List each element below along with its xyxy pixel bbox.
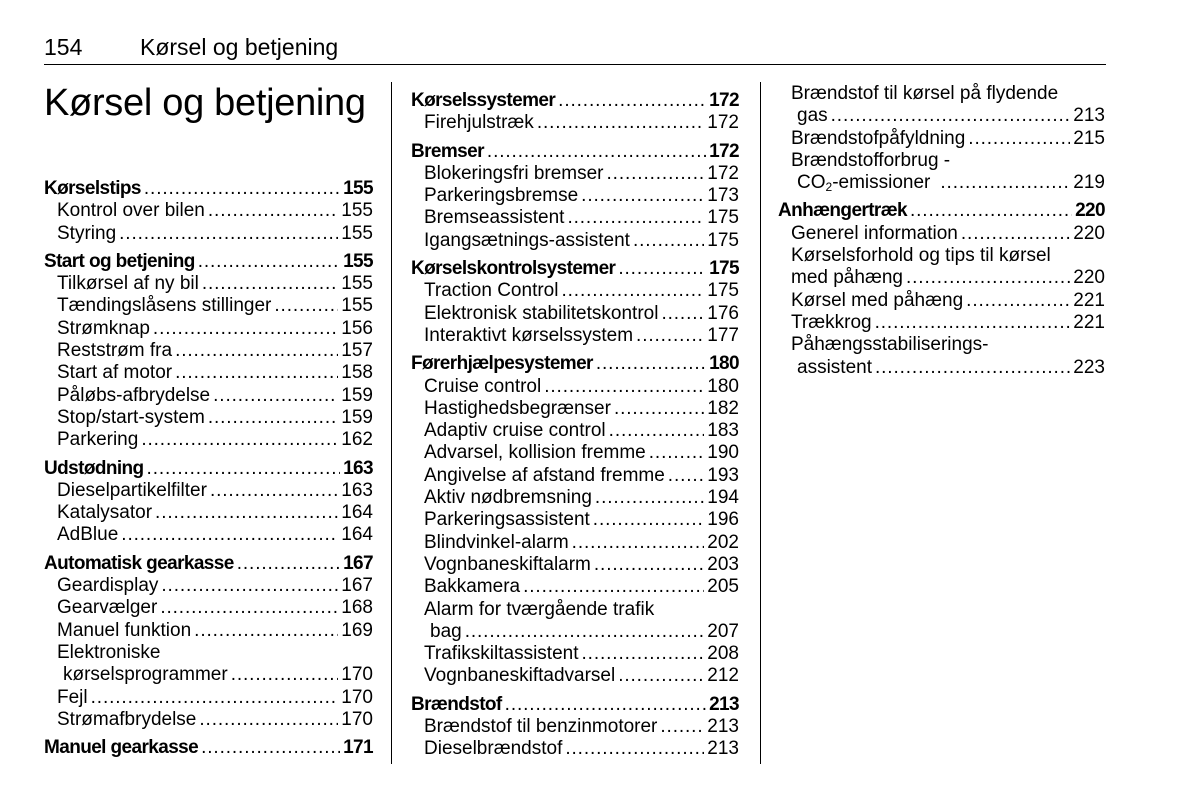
toc-entry[interactable]: Igangsætnings-assistent . . . 175: [411, 230, 739, 252]
toc-entry-line[interactable]: Alarm for tværgående trafik: [424, 598, 655, 620]
toc-section[interactable]: Brændstof . . . 213: [411, 694, 739, 716]
toc-column-3: [778, 83, 1105, 379]
toc-entry[interactable]: Blindvinkel-alarm . . . 202: [411, 532, 739, 554]
toc-entry[interactable]: Tilkørsel af ny bil . . . 155: [44, 273, 373, 295]
toc-entry[interactable]: Trækkrog . . . 221: [778, 312, 1105, 334]
toc-entry[interactable]: Strømafbrydelse . . . 170: [44, 709, 373, 731]
toc-entry[interactable]: Bakkamera . . . 205: [411, 576, 739, 598]
toc-entry[interactable]: Advarsel, kollision fremme . . . 190: [411, 442, 739, 464]
toc-entry-line[interactable]: Elektroniske: [57, 641, 161, 663]
page-title: Kørsel og betjening: [44, 82, 366, 124]
toc-entry[interactable]: med påhæng . . . 220: [778, 267, 1105, 289]
toc-entry[interactable]: Dieselpartikelfilter . . . 163: [44, 480, 373, 502]
running-title: Kørsel og betjening: [140, 34, 339, 60]
toc-entry[interactable]: Vognbaneskiftadvarsel . . . 212: [411, 665, 739, 687]
page-number: 154: [44, 34, 83, 60]
toc-entry[interactable]: Gearvælger . . . 168: [44, 597, 373, 619]
toc-entry[interactable]: Bremseassistent . . . 175: [411, 207, 739, 229]
toc-entry[interactable]: Vognbaneskiftalarm . . . 203: [411, 554, 739, 576]
toc-entry[interactable]: Cruise control . . . 180: [411, 376, 739, 398]
toc-column-1: [44, 178, 373, 759]
toc-section[interactable]: Automatisk gearkasse . . . 167: [44, 553, 373, 575]
toc-entry[interactable]: Stop/start-system . . . 159: [44, 407, 373, 429]
toc-entry-line[interactable]: Påhængsstabiliserings-: [791, 334, 989, 356]
toc-section[interactable]: Start og betjening . . . 155: [44, 251, 373, 273]
toc-entry[interactable]: Parkeringsassistent . . . 196: [411, 509, 739, 531]
toc-section[interactable]: Kørselssystemer . . . 172: [411, 90, 739, 112]
toc-entry[interactable]: Parkering . . . 162: [44, 429, 373, 451]
toc-entry[interactable]: Hastighedsbegrænser . . . 182: [411, 398, 739, 420]
toc-section[interactable]: Førerhjælpesystemer . . . 180: [411, 353, 739, 375]
toc-entry[interactable]: $CO_2$-emissioner . . . 219: [778, 172, 1105, 194]
toc-section[interactable]: Kørselstips . . . 155: [44, 178, 373, 200]
toc-entry[interactable]: Kontrol over bilen . . . 155: [44, 200, 373, 222]
toc-entry[interactable]: Styring . . . 155: [44, 223, 373, 245]
toc-entry[interactable]: Interaktivt kørselssystem . . . 177: [411, 325, 739, 347]
toc-entry-line[interactable]: Brændstof til kørsel på flydende: [791, 83, 1059, 104]
toc-entry[interactable]: Dieselbrændstof . . . 213: [411, 738, 739, 760]
toc-entry[interactable]: Tændingslåsens stillinger . . . 155: [44, 295, 373, 317]
toc-entry[interactable]: Påløbs-afbrydelse . . . 159: [44, 385, 373, 407]
toc-entry[interactable]: Reststrøm fra . . . 157: [44, 340, 373, 362]
page-header: [44, 34, 1106, 65]
toc-entry[interactable]: kørselsprogrammer . . . 170: [44, 664, 373, 686]
toc-entry[interactable]: Elektronisk stabilitetskontrol . . . 176: [411, 303, 739, 325]
toc-section[interactable]: Bremser . . . 172: [411, 141, 739, 163]
toc-entry[interactable]: Fejl . . . 170: [44, 687, 373, 709]
toc-entry[interactable]: AdBlue . . . 164: [44, 524, 373, 546]
toc-entry[interactable]: Katalysator . . . 164: [44, 502, 373, 524]
toc-entry[interactable]: Aktiv nødbremsning . . . 194: [411, 487, 739, 509]
toc-entry[interactable]: Brændstofpåfyldning . . . 215: [778, 128, 1105, 150]
toc-entry[interactable]: Start af motor . . . 158: [44, 362, 373, 384]
toc-entry-line[interactable]: Brændstofforbrug -: [791, 149, 951, 171]
column-divider: [760, 82, 761, 764]
toc-column-2: [411, 90, 739, 761]
toc-entry[interactable]: Blokeringsfri bremser . . . 172: [411, 163, 739, 185]
toc-entry[interactable]: Parkeringsbremse . . . 173: [411, 185, 739, 207]
toc-entry[interactable]: Strømknap . . . 156: [44, 318, 373, 340]
toc-section[interactable]: Kørselskontrolsystemer . . . 175: [411, 258, 739, 280]
column-divider: [391, 82, 392, 764]
toc-entry-line[interactable]: Kørselsforhold og tips til kørsel: [791, 245, 1051, 267]
toc-section[interactable]: Anhængertræk . . . 220: [778, 200, 1105, 222]
toc-entry[interactable]: Adaptiv cruise control . . . 183: [411, 420, 739, 442]
toc-section[interactable]: Udstødning . . . 163: [44, 458, 373, 480]
toc-section[interactable]: Manuel gearkasse . . . 171: [44, 737, 373, 759]
toc-entry[interactable]: Manuel funktion . . . 169: [44, 620, 373, 642]
toc-entry[interactable]: bag . . . 207: [411, 621, 739, 643]
toc-entry[interactable]: Kørsel med påhæng . . . 221: [778, 290, 1105, 312]
toc-entry[interactable]: Angivelse af afstand fremme . . . 193: [411, 465, 739, 487]
toc-entry[interactable]: Generel information . . . 220: [778, 223, 1105, 245]
toc-entry[interactable]: Trafikskiltassistent . . . 208: [411, 643, 739, 665]
toc-entry[interactable]: Geardisplay . . . 167: [44, 575, 373, 597]
toc-entry[interactable]: gas . . . 213: [778, 105, 1105, 127]
toc-entry[interactable]: Brændstof til benzinmotorer . . . 213: [411, 716, 739, 738]
toc-entry[interactable]: Traction Control . . . 175: [411, 280, 739, 302]
toc-entry[interactable]: assistent . . . 223: [778, 357, 1105, 379]
toc-entry[interactable]: Firehjulstræk . . . 172: [411, 112, 739, 134]
